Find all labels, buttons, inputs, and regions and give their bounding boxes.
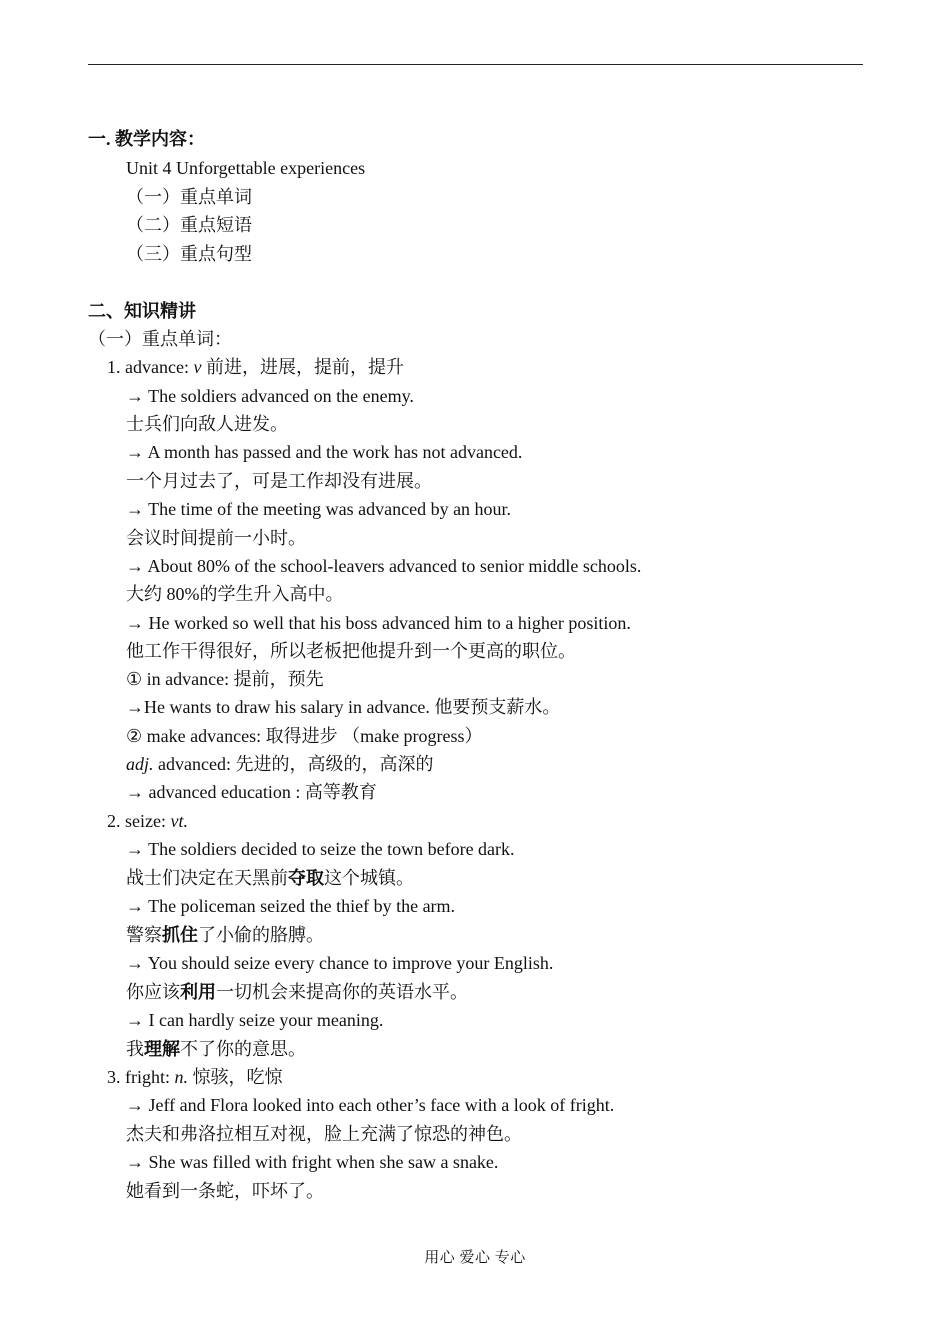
example-en: → He worked so well that his boss advanced him to a higher position.	[126, 613, 631, 633]
list-item: （二）重点短语	[126, 215, 252, 235]
example-cn: 杰夫和弗洛拉相互对视，脸上充满了惊恐的神色。	[126, 1124, 522, 1144]
text-segment: 不了你的意思。	[180, 1039, 306, 1059]
highlighted-term: 理解	[144, 1039, 180, 1059]
part-of-speech: adj.	[126, 754, 154, 774]
unit-title: Unit 4 Unforgettable experiences	[126, 158, 366, 178]
part-of-speech: v	[193, 357, 202, 377]
word-number: 2. seize:	[107, 811, 171, 831]
phrase-make-advances: ② make advances: 取得进步 （make progress）	[126, 726, 483, 746]
text-segment: 了小偷的胳膊。	[198, 925, 324, 945]
section-1-title: 一. 教学内容：	[88, 129, 205, 149]
text-segment: 你应该	[126, 982, 180, 1002]
part-of-speech: vt.	[170, 811, 188, 831]
example-en: → The time of the meeting was advanced by an hour.	[126, 499, 512, 519]
example-cn	[126, 867, 414, 889]
example-cn: 一个月过去了，可是工作却没有进展。	[126, 471, 432, 491]
example-cn	[126, 924, 324, 946]
example-en: → She was filled with fright when she saw a snake.	[126, 1152, 499, 1172]
example-cn: 她看到一条蛇，吓坏了。	[126, 1181, 324, 1201]
header-rule	[88, 64, 863, 65]
word-number: 1. advance:	[107, 357, 194, 377]
example-en: → The policeman seized the thief by the arm.	[126, 896, 456, 916]
part-of-speech: n.	[174, 1067, 188, 1087]
example-en: → Jeff and Flora looked into each other’s face with a look of fright.	[126, 1095, 615, 1115]
adjective-line	[126, 753, 433, 775]
example-cn: 他工作干得很好，所以老板把他提升到一个更高的职位。	[126, 641, 576, 661]
page-footer: 用心 爱心 专心	[424, 1250, 526, 1266]
example-en: → You should seize every chance to improve your English.	[126, 953, 554, 973]
highlighted-term: 夺取	[288, 868, 324, 888]
phrase-in-advance: ① in advance: 提前，预先	[126, 669, 324, 689]
word-meaning: 惊骇，吃惊	[188, 1067, 283, 1087]
example-en: → advanced education : 高等教育	[126, 782, 377, 802]
word-heading-fright	[107, 1066, 283, 1088]
section-2-title: 二、知识精讲	[88, 301, 196, 321]
example-cn	[126, 981, 468, 1003]
section-2-subtitle: （一）重点单词：	[88, 329, 232, 349]
list-item: （一）重点单词	[126, 187, 252, 207]
word-heading-advance	[107, 356, 404, 378]
word-meaning: 前进，进展，提前，提升	[201, 357, 404, 377]
example-en: → The soldiers advanced on the enemy.	[126, 386, 414, 406]
example-en: → About 80% of the school-leavers advanced to senior middle schools.	[126, 556, 642, 576]
example-en: →He wants to draw his salary in advance. 他要预支薪水。	[126, 697, 561, 717]
text-segment: 一切机会来提高你的英语水平。	[216, 982, 468, 1002]
example-cn	[126, 1038, 306, 1060]
adjective-meaning: advanced: 先进的，高级的，高深的	[153, 754, 434, 774]
highlighted-term: 利用	[180, 982, 216, 1002]
example-cn: 士兵们向敌人进发。	[126, 414, 288, 434]
text-segment: 战士们决定在天黑前	[126, 868, 288, 888]
text-segment: 我	[126, 1039, 144, 1059]
example-cn: 会议时间提前一小时。	[126, 528, 306, 548]
text-segment: 这个城镇。	[324, 868, 414, 888]
highlighted-term: 抓住	[162, 925, 198, 945]
example-en: → The soldiers decided to seize the town before dark.	[126, 839, 515, 859]
word-number: 3. fright:	[107, 1067, 175, 1087]
text-segment: 警察	[126, 925, 162, 945]
example-en: → A month has passed and the work has not advanced.	[126, 442, 523, 462]
word-heading-seize	[107, 810, 188, 832]
example-cn: 大约 80%的学生升入高中。	[126, 584, 344, 604]
example-en: → I can hardly seize your meaning.	[126, 1010, 384, 1030]
list-item: （三）重点句型	[126, 244, 252, 264]
